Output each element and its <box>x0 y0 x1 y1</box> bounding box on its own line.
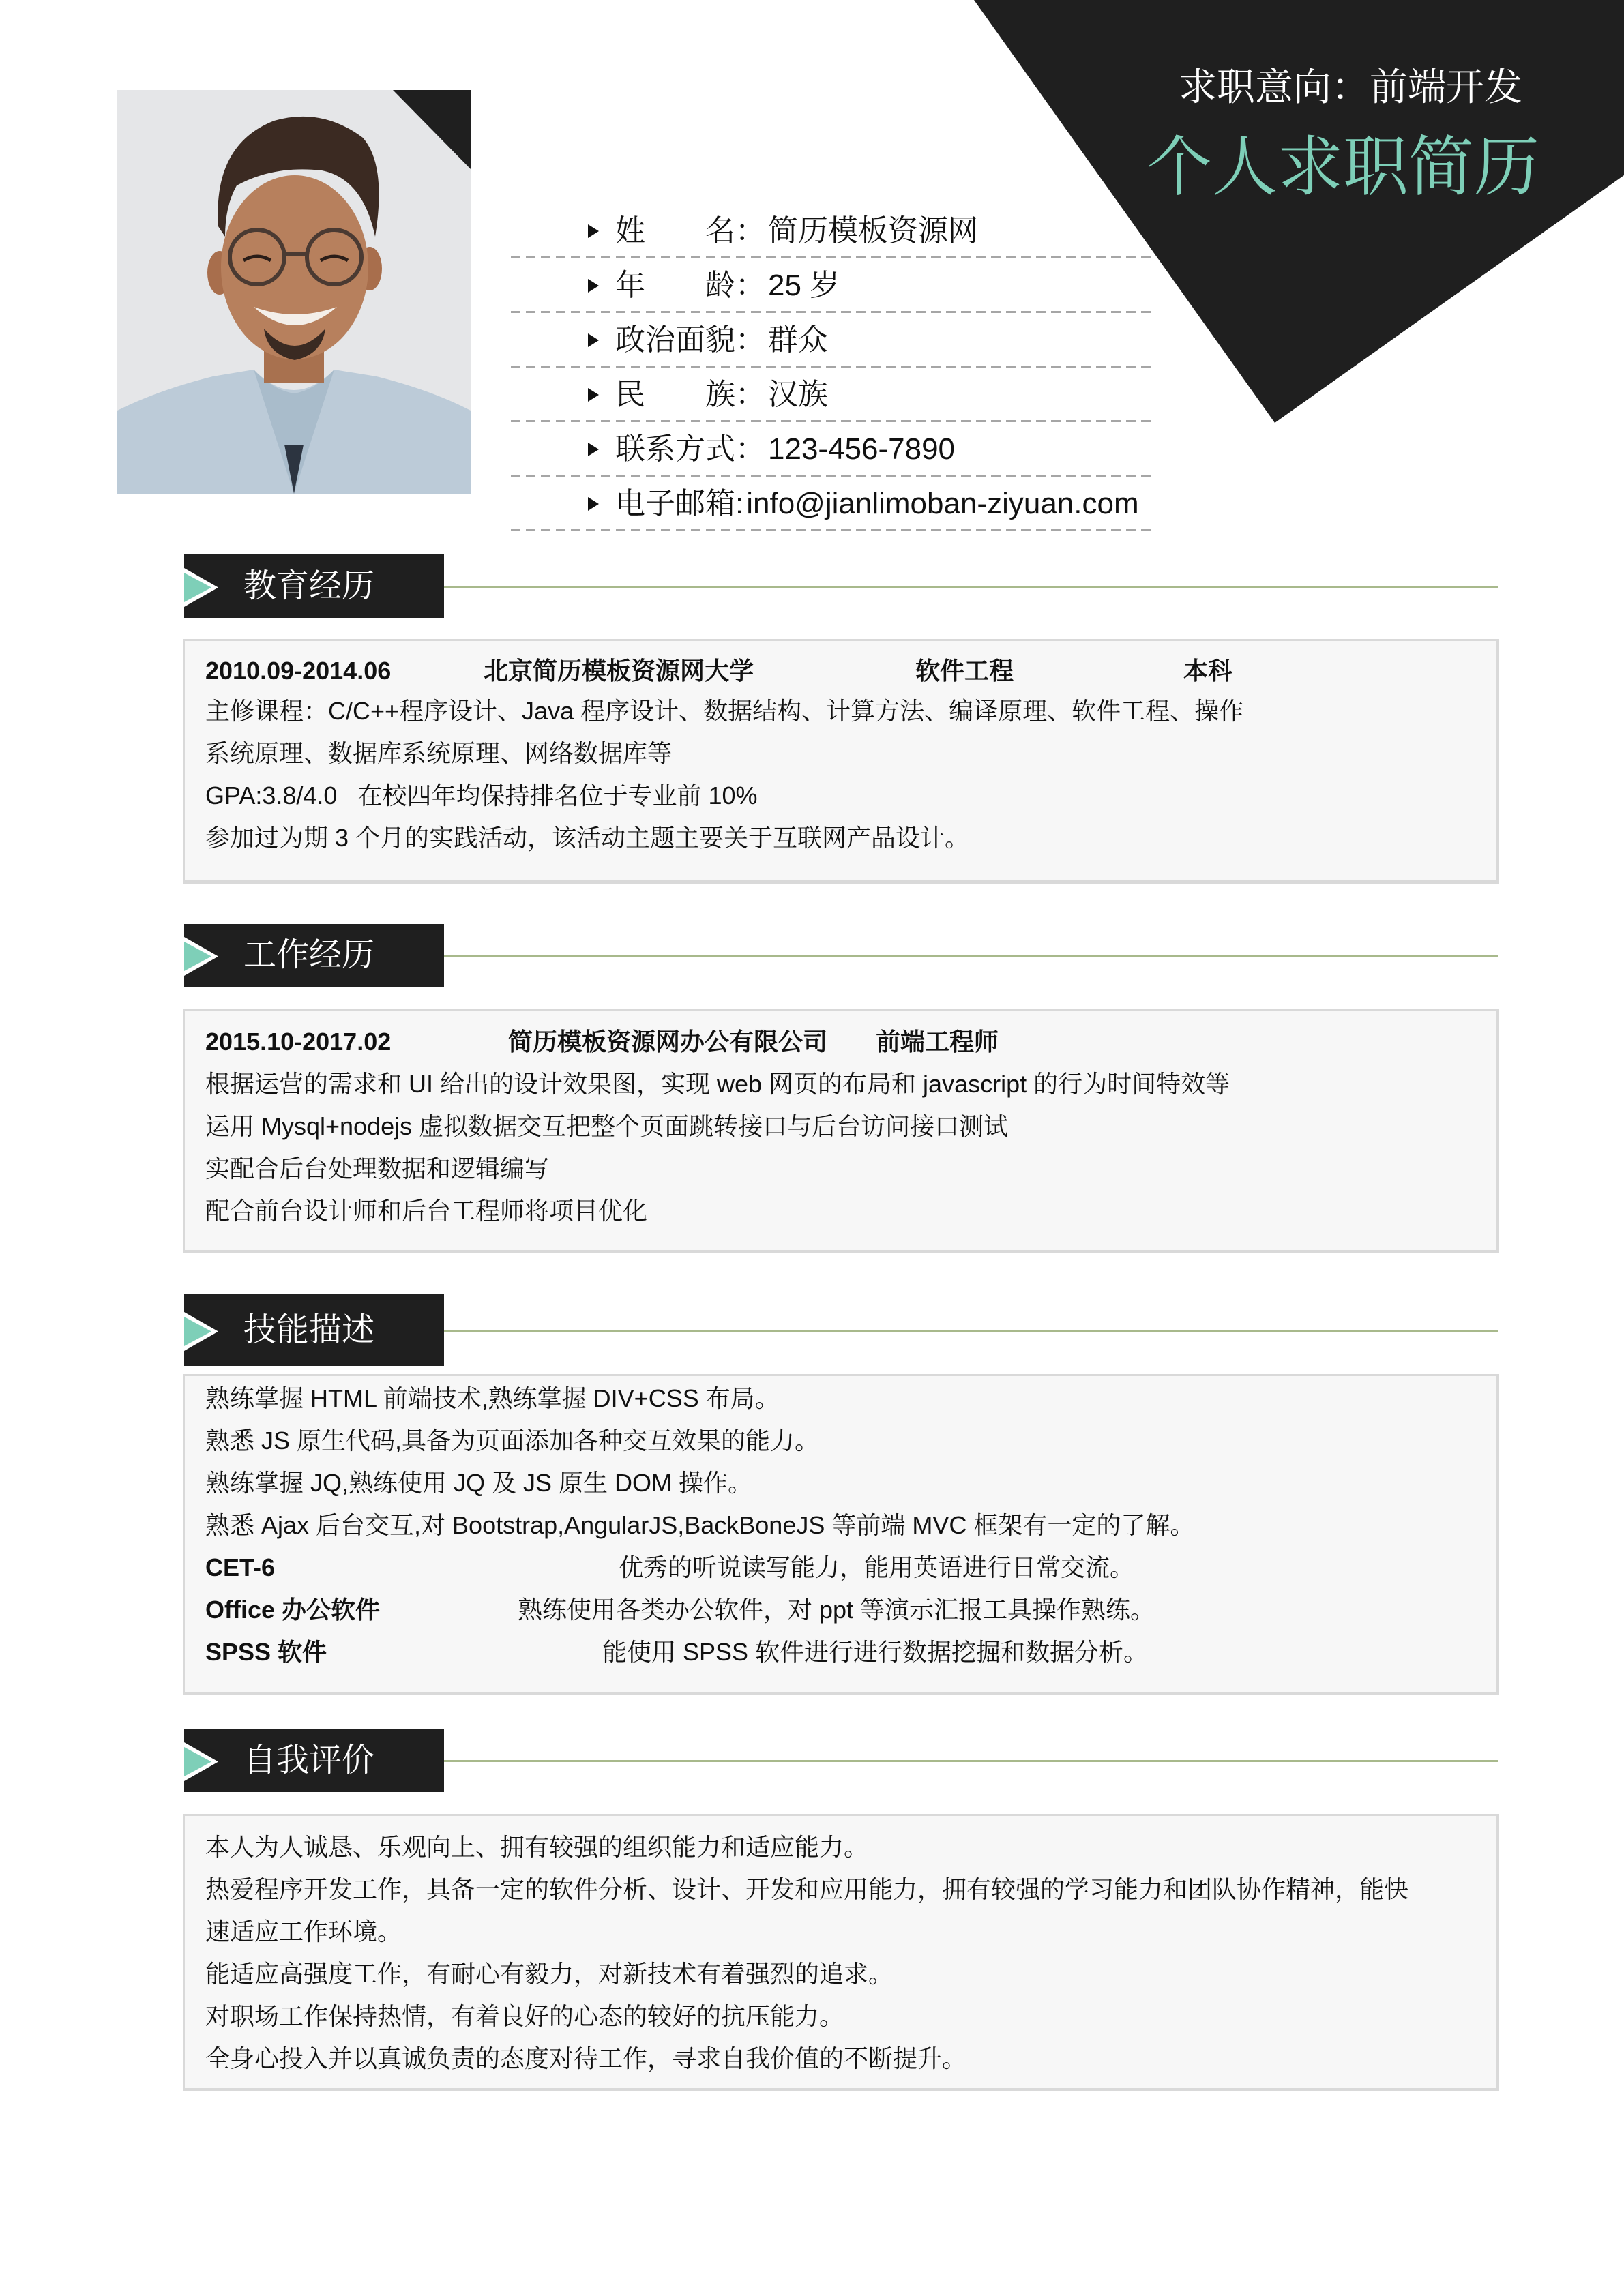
skill-item-row <box>205 1547 1496 1589</box>
education-school: 北京简历模板资源网大学 <box>484 657 754 685</box>
triangle-right-bullet-icon <box>588 497 599 511</box>
work-line: 配合前台设计师和后台工程师将项目优化 <box>205 1197 648 1225</box>
skill-line: 熟练掌握 JQ,熟练使用 JQ 及 JS 原生 DOM 操作。 <box>205 1469 753 1497</box>
work-position: 前端工程师 <box>876 1028 999 1056</box>
profile-colon: ： <box>735 432 765 466</box>
triangle-right-bullet-icon <box>588 388 599 402</box>
self-evaluation-line: 热爱程序开发工作，具备一定的软件分析、设计、开发和应用能力，拥有较强的学习能力和团队协作精神，能快 <box>205 1875 1409 1903</box>
skill-item-name: CET-6 <box>205 1553 276 1581</box>
profile-label: 电子邮箱 <box>615 487 735 520</box>
skill-item-name: SPSS 软件 <box>205 1638 327 1666</box>
profile-row-email <box>511 479 1151 533</box>
arrow-right-icon <box>184 937 218 976</box>
profile-photo <box>117 90 471 494</box>
profile-info-list <box>511 206 1151 533</box>
triangle-right-bullet-icon <box>588 279 599 293</box>
photo-corner-triangle <box>393 90 471 169</box>
profile-colon: ： <box>735 323 765 357</box>
work-line: 运用 Mysql+nodejs 虚拟数据交互把整个页面跳转接口与后台访问接口测试 <box>205 1112 1009 1140</box>
education-line: 主修课程：C/C++程序设计、Java 程序设计、数据结构、计算方法、编译原理、软件工程、操作 <box>205 697 1244 725</box>
profile-label: 年龄 <box>615 269 735 302</box>
section-tag <box>184 1294 444 1366</box>
arrow-right-icon <box>184 1742 218 1781</box>
profile-label: 联系方式 <box>615 432 735 466</box>
education-period: 2010.09-2014.06 <box>205 657 392 685</box>
education-line: 参加过为期 3 个月的实践活动，该活动主题主要关于互联网产品设计。 <box>205 824 970 852</box>
profile-value: 123-456-7890 <box>768 432 956 466</box>
skill-line: 熟练掌握 HTML 前端技术,熟练掌握 DIV+CSS 布局。 <box>205 1384 780 1412</box>
triangle-right-bullet-icon <box>588 224 599 238</box>
work-period: 2015.10-2017.02 <box>205 1028 392 1056</box>
profile-row-phone <box>511 424 1151 479</box>
section-tag <box>184 1729 444 1792</box>
profile-colon: ： <box>735 214 765 248</box>
triangle-right-bullet-icon <box>588 333 599 347</box>
skill-line: 熟悉 JS 原生代码,具备为页面添加各种交互效果的能力。 <box>205 1427 820 1455</box>
self-evaluation-line: 对职场工作保持热情，有着良好的心态的较好的抗压能力。 <box>205 2002 844 2030</box>
work-header-row <box>205 1021 1496 1063</box>
profile-colon: ： <box>735 378 765 411</box>
profile-value: 25 岁 <box>768 269 840 302</box>
skill-item-row <box>205 1631 1496 1673</box>
resume-title: 个人求职简历 <box>1147 131 1539 204</box>
profile-row-political-status <box>511 315 1151 370</box>
section-tag <box>184 924 444 987</box>
work-line: 根据运营的需求和 UI 给出的设计效果图，实现 web 网页的布局和 javascript 的行为时间特效等 <box>205 1070 1230 1098</box>
profile-value: 汉族 <box>768 378 828 411</box>
profile-row-age <box>511 260 1151 315</box>
profile-colon: ： <box>735 269 765 302</box>
work-box <box>183 1009 1499 1253</box>
profile-label: 政治面貌 <box>615 323 735 357</box>
skill-item-desc: 熟练使用各类办公软件，对 ppt 等演示汇报工具操作熟练。 <box>518 1596 1155 1624</box>
section-header-education <box>184 554 1498 618</box>
triangle-right-bullet-icon <box>588 443 599 456</box>
education-line: 系统原理、数据库系统原理、网络数据库等 <box>205 739 673 767</box>
self-evaluation-line: 能适应高强度工作，有耐心有毅力，对新技术有着强烈的追求。 <box>205 1960 894 1988</box>
section-divider <box>444 955 1498 957</box>
profile-label: 姓名 <box>615 214 735 248</box>
skill-item-name: Office 办公软件 <box>205 1596 381 1624</box>
section-header-skills <box>184 1294 1498 1366</box>
profile-value: 简历模板资源网 <box>768 214 978 248</box>
skill-item-row <box>205 1589 1496 1631</box>
education-line: GPA:3.8/4.0 在校四年均保持排名位于专业前 10% <box>205 781 758 809</box>
skill-line: 熟悉 Ajax 后台交互,对 Bootstrap,AngularJS,BackBoneJS 等前端 MVC 框架有一定的了解。 <box>205 1511 1195 1539</box>
section-divider <box>444 1330 1498 1332</box>
arrow-right-icon <box>184 568 218 607</box>
skill-item-desc: 优秀的听说读写能力，能用英语进行日常交流。 <box>619 1553 1135 1581</box>
profile-value: info@jianlimoban-ziyuan.com <box>746 487 1139 520</box>
skills-box <box>183 1374 1499 1695</box>
self-evaluation-line: 速适应工作环境。 <box>205 1918 402 1945</box>
section-title: 工作经历 <box>243 937 375 973</box>
section-title: 自我评价 <box>243 1742 375 1778</box>
work-company: 简历模板资源网办公有限公司 <box>508 1028 828 1056</box>
section-tag <box>184 554 444 618</box>
education-major: 软件工程 <box>915 657 1014 685</box>
arrow-right-icon <box>184 1312 218 1351</box>
section-header-self-evaluation <box>184 1729 1498 1792</box>
education-box <box>183 639 1499 884</box>
work-line: 实配合后台处理数据和逻辑编写 <box>205 1154 550 1182</box>
profile-row-ethnicity <box>511 370 1151 424</box>
section-divider <box>444 586 1498 588</box>
section-divider <box>444 1760 1498 1762</box>
profile-value: 群众 <box>768 323 828 357</box>
education-header-row <box>205 652 1496 690</box>
section-title: 技能描述 <box>243 1311 375 1348</box>
skill-item-desc: 能使用 SPSS 软件进行进行数据挖掘和数据分析。 <box>602 1638 1149 1666</box>
section-title: 教育经历 <box>243 567 375 604</box>
profile-colon: : <box>735 487 744 520</box>
education-degree: 本科 <box>1183 657 1233 685</box>
profile-label: 民族 <box>615 378 735 411</box>
self-evaluation-line: 本人为人诚恳、乐观向上、拥有较强的组织能力和适应能力。 <box>205 1833 869 1861</box>
profile-row-name <box>511 206 1151 260</box>
job-intention: 求职意向：前端开发 <box>1179 65 1522 108</box>
self-evaluation-line: 全身心投入并以真诚负责的态度对待工作，寻求自我价值的不断提升。 <box>205 2044 967 2072</box>
section-header-work <box>184 924 1498 987</box>
self-evaluation-box <box>183 1814 1499 2091</box>
